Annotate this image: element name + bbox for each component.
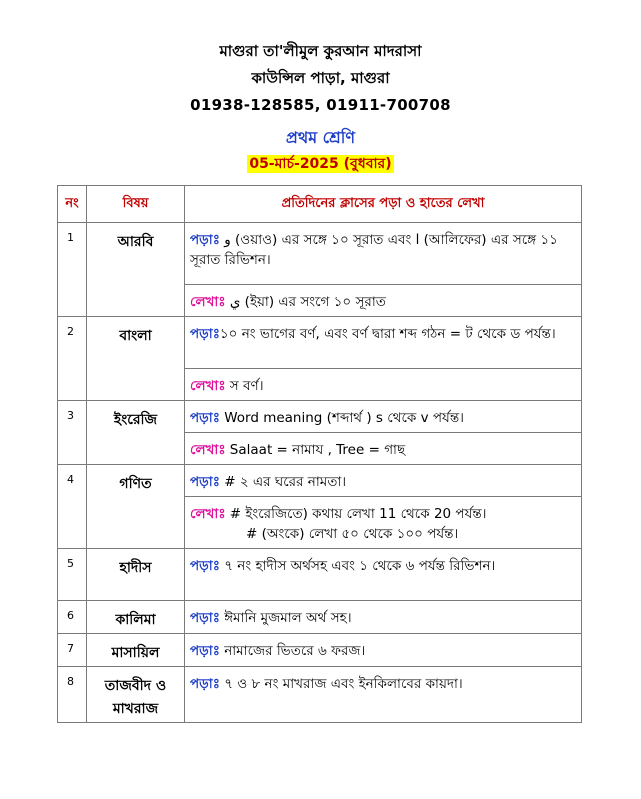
- row-number: 1: [58, 223, 87, 317]
- row-write: [185, 285, 582, 317]
- row-subject: তাজবীদ ও মাখরাজ: [87, 667, 185, 723]
- row-read: [185, 465, 582, 497]
- row-subject: বাংলা: [87, 317, 185, 401]
- table-row: [58, 401, 582, 433]
- table-row: [58, 634, 582, 667]
- row-number: 4: [58, 465, 87, 549]
- row-read: [185, 223, 582, 285]
- institution-address: কাউন্সিল পাড়া, মাগুরা: [251, 69, 390, 87]
- institution-name: মাগুরা তা'লীমুল কুরআন মাদরাসা: [219, 42, 422, 60]
- read-label: পড়াঃ: [190, 558, 220, 574]
- table-row: [58, 465, 582, 497]
- row-number: 3: [58, 401, 87, 465]
- read-label: পড়াঃ: [190, 410, 220, 426]
- read-label: পড়াঃ: [190, 232, 220, 248]
- table-row: [58, 317, 582, 369]
- write-label: লেখাঃ: [190, 442, 226, 458]
- read-label: পড়াঃ: [190, 676, 220, 692]
- write-text: # ইংরেজিতে) কথায় লেখা 11 থেকে 20 পর্যন্ত।: [225, 506, 487, 522]
- lesson-table: [57, 185, 582, 723]
- read-text: ১০ নং ভাগের বর্ণ, এবং বর্ণ দ্বারা শব্দ গঠন = ট থেকে ড পর্যন্ত।: [219, 326, 556, 342]
- table-row: [58, 667, 582, 723]
- read-text: নামাজের ভিতরে ৬ ফরজ।: [219, 643, 366, 659]
- write-text-2: # (অংকে) লেখা ৫০ থেকে ১০০ পর্যন্ত।: [246, 526, 459, 542]
- date-line: [0, 152, 641, 175]
- row-read: [185, 634, 582, 667]
- row-number: 6: [58, 601, 87, 634]
- row-subject: গণিত: [87, 465, 185, 549]
- read-text: # ২ এর ঘরের নামতা।: [219, 474, 347, 490]
- read-text: ৭ ও ৮ নং মাখরাজ এবং ইনকিলাবের কায়দা।: [219, 676, 463, 692]
- table-row: [58, 223, 582, 285]
- header-subject: বিষয়: [87, 186, 185, 223]
- row-number: 7: [58, 634, 87, 667]
- table-row: [58, 601, 582, 634]
- class-title: প্রথম শ্রেণি: [285, 128, 356, 147]
- read-label: পড়াঃ: [190, 643, 220, 659]
- read-text: ৭ নং হাদীস অর্থসহ এবং ১ থেকে ৬ পর্যন্ত রিভিশন।: [219, 558, 496, 574]
- read-text: Word meaning (শব্দার্থ ) s থেকে v পর্যন্ত।: [219, 410, 464, 426]
- row-subject: হাদীস: [87, 549, 185, 601]
- document-header: [0, 38, 641, 175]
- row-write: [185, 433, 582, 465]
- write-label: লেখাঃ: [190, 378, 226, 394]
- write-label: লেখাঃ: [190, 294, 226, 310]
- write-text: ﻱ (ইয়া) এর সংগে ১০ সূরাত: [225, 294, 386, 310]
- header-work: প্রতিদিনের ক্লাসের পড়া ও হাতের লেখা: [185, 186, 582, 223]
- phone-numbers: 01938-128585, 01911-700708: [190, 96, 451, 114]
- row-subject: মাসায়িল: [87, 634, 185, 667]
- read-label: পড়াঃ: [190, 326, 220, 342]
- row-read: [185, 549, 582, 601]
- write-text: স বর্ণ।: [225, 378, 264, 394]
- row-subject: আরবি: [87, 223, 185, 317]
- read-text: ঈমানি মুজমাল অর্থ সহ।: [219, 610, 352, 626]
- row-read: [185, 401, 582, 433]
- write-label: লেখাঃ: [190, 506, 226, 522]
- row-write: [185, 369, 582, 401]
- row-number: 2: [58, 317, 87, 401]
- table-header-row: [58, 186, 582, 223]
- row-read: [185, 317, 582, 369]
- row-subject: কালিমা: [87, 601, 185, 634]
- write-text: Salaat = নামায , Tree = গাছ: [225, 442, 406, 458]
- read-text: ﻭ (ওয়াও) এর সঙ্গে ১০ সূরাত এবং ﺍ (আলিফের) এর সঙ্গে ১১ সূরাত রিভিশন।: [190, 232, 558, 268]
- header-no: নং: [58, 186, 87, 223]
- read-label: পড়াঃ: [190, 610, 220, 626]
- row-read: [185, 667, 582, 723]
- date-highlight: 05-মার্চ-2025 (বুধবার): [249, 156, 392, 172]
- row-write: [185, 497, 582, 549]
- row-number: 5: [58, 549, 87, 601]
- row-read: [185, 601, 582, 634]
- row-subject: ইংরেজি: [87, 401, 185, 465]
- read-label: পড়াঃ: [190, 474, 220, 490]
- table-row: [58, 549, 582, 601]
- row-number: 8: [58, 667, 87, 723]
